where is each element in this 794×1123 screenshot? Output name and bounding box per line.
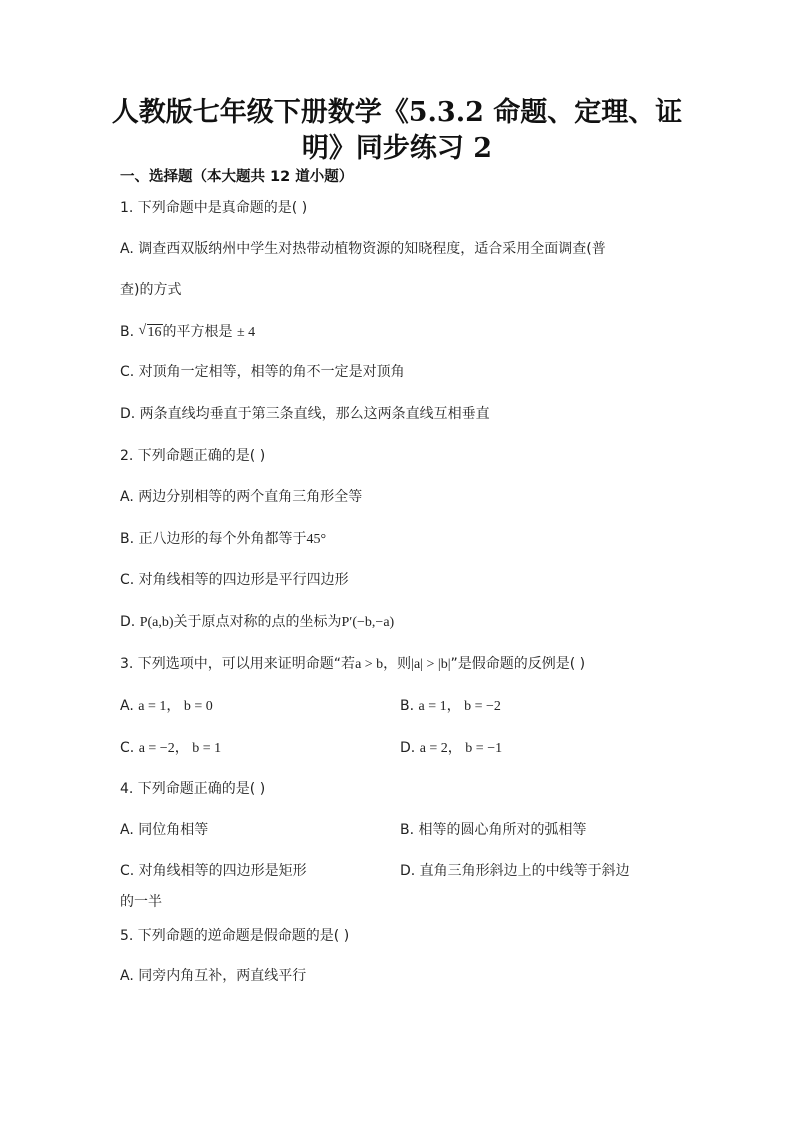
option-label: D.	[120, 614, 136, 630]
option-label: C.	[120, 740, 135, 756]
option-text: 关于原点对称的点的坐标为	[173, 614, 342, 630]
question-4-stem: 4. 下列命题正确的是( )	[120, 781, 266, 797]
math-point: P(a,b)	[139, 615, 174, 630]
question-4-option-c: C. 对角线相等的四边形是矩形	[120, 863, 307, 879]
question-3-option-a	[120, 696, 213, 717]
question-4-option-b: B. 相等的圆心角所对的弧相等	[400, 822, 587, 838]
title-line-1: 人教版七年级下册数学《5.3.2 命题、定理、证	[111, 97, 683, 128]
question-3-option-d	[400, 738, 502, 759]
question-2-option-c: C. 对角线相等的四边形是平行四边形	[120, 572, 349, 588]
math-value: a = 1， b = −2	[418, 699, 501, 714]
radicand: 16	[147, 325, 162, 340]
page-title	[100, 95, 694, 167]
stem-part-3: ”是假命题的反例是( )	[450, 656, 586, 672]
stem-part-2: ，则	[383, 656, 412, 672]
question-2-stem: 2. 下列命题正确的是( )	[120, 448, 266, 464]
condition-2: |a| > |b|	[411, 657, 451, 672]
option-label: B.	[400, 698, 415, 714]
option-label: D.	[400, 740, 416, 756]
section-heading: 一、选择题（本大题共 12 道小题）	[120, 169, 354, 185]
option-text: 的平方根是	[162, 324, 233, 340]
option-label: A.	[120, 698, 134, 714]
question-4-option-d-line-1: D. 直角三角形斜边上的中线等于斜边	[400, 863, 630, 879]
stem-part-1: 3. 下列选项中，可以用来证明命题“若	[120, 656, 356, 672]
question-2-option-b	[120, 529, 326, 550]
condition-1: a > b	[355, 657, 384, 672]
question-4-option-d-line-2: 的一半	[120, 894, 162, 910]
math-value: P′(−b,−a)	[341, 615, 395, 630]
question-1-option-c: C. 对顶角一定相等，相等的角不一定是对顶角	[120, 364, 405, 380]
radical-sign-icon: √	[138, 323, 147, 338]
square-root-expression	[139, 323, 163, 343]
question-5-option-a: A. 同旁内角互补，两直线平行	[120, 968, 307, 984]
math-value: a = 2， b = −1	[419, 741, 503, 756]
math-value: a = 1， b = 0	[138, 699, 213, 714]
option-label: B.	[120, 324, 135, 340]
question-5-stem: 5. 下列命题的逆命题是假命题的是( )	[120, 928, 350, 944]
math-value: ± 4	[236, 325, 256, 340]
math-value: 45°	[306, 532, 327, 547]
math-value: a = −2， b = 1	[138, 741, 222, 756]
question-3-option-c	[120, 738, 221, 759]
title-line-2: 明》同步练习 2	[301, 133, 493, 164]
question-1-option-a-line-2: 查)的方式	[120, 282, 182, 298]
question-3-stem	[120, 654, 585, 675]
question-4-option-a: A. 同位角相等	[120, 822, 209, 838]
option-text: B. 正八边形的每个外角都等于	[120, 531, 307, 547]
question-1-option-b	[120, 322, 255, 343]
question-3-option-b	[400, 696, 501, 717]
question-2-option-a: A. 两边分别相等的两个直角三角形全等	[120, 489, 363, 505]
question-1-option-a-line-1: A. 调查西双版纳州中学生对热带动植物资源的知晓程度，适合采用全面调查(普	[120, 241, 606, 257]
question-1-stem: 1. 下列命题中是真命题的是( )	[120, 200, 308, 216]
question-1-option-d: D. 两条直线均垂直于第三条直线，那么这两条直线互相垂直	[120, 406, 490, 422]
question-2-option-d	[120, 612, 394, 633]
